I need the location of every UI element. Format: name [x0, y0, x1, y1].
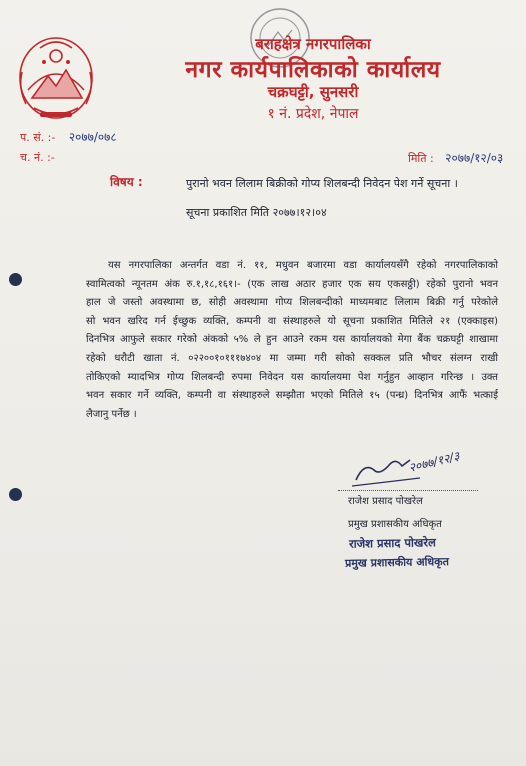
notice-body [86, 257, 498, 424]
handwritten-date: २०७७/१२/३ [407, 448, 461, 475]
body-line: रहेको धरौटी खाता नं. ०२२००१०१११७४०४ मा जम्मा गरी सोको सक्कल प्रति भौचर संलग्न राखी [86, 352, 498, 364]
body-line: सो भवन खरिद गर्न ईच्छुक व्यक्ति, कम्पनी वा संस्थाहरुले यो सूचना प्रकाशित मितिले २१ (एक्काइस) [86, 315, 498, 327]
handwritten-signature [350, 440, 490, 492]
punch-hole [9, 488, 22, 501]
patra-value: २०७७/०७८ [68, 130, 117, 144]
body-line: हाल जे जस्तो अवस्थामा छ, सोही अवस्थामा गोप्य शिलबन्दीको माध्यमबाट लिलाम बिक्री गर्नु परेकोले [86, 297, 498, 309]
chalani-label: च. नं. :- [20, 151, 55, 164]
date-label: मिति : [408, 152, 434, 165]
signature-line [338, 490, 478, 491]
punch-hole [9, 273, 22, 286]
body-line: भवन सकार गर्ने व्यक्ति, कम्पनी वा संस्थाहरुले सम्झौता भएको मितिले १५ (पन्ध्र) दिनभित्र आफैं भत्काई [86, 390, 498, 402]
stamp-name: राजेश प्रसाद पोखरेल [348, 535, 436, 551]
signatory-name: राजेश प्रसाद पोखरेल [348, 496, 423, 507]
body-line: लैजानु पर्नेछ । [86, 408, 137, 420]
office-title: नगर कार्यपालिकाको कार्यालय [185, 57, 441, 83]
province-line: १ नं. प्रदेश, नेपाल [267, 106, 359, 122]
chalani-number [20, 150, 55, 165]
municipality-name: बराहक्षेत्र नगरपालिका [255, 35, 371, 53]
signatory-post: प्रमुख प्रशासकीय अधिकृत [348, 519, 442, 530]
letter-date [408, 149, 503, 166]
subject-label: विषय : [110, 175, 143, 189]
body-line: स्वामित्वको न्यूनतम अंक रु.१,१८,१६१।- (एक लाख अठार हजार एक सय एकसठ्ठी) रहेको पुरानो भवन [86, 278, 498, 290]
stamp-post: प्रमुख प्रशासकीय अधिकृत [344, 555, 450, 570]
date-value: २०७७/१२/०३ [445, 151, 504, 165]
body-line: तोकिएको म्यादभित्र गोप्य शिलबन्दी रुपमा निवेदन यस कार्यालयमा पेश गर्नुहुन आव्हान गरिन्छ । उक्त [86, 371, 498, 383]
office-location: चक्रघट्टी, सुनसरी [267, 83, 359, 101]
patra-label: प. सं. :- [20, 131, 56, 144]
body-line: दिनभित्र आफुले सकार गरेको अंकको ५% ले हुन आउने रकम यस कार्यालयको मेगा बैंक चक्रघट्टी शाखामा [86, 334, 498, 346]
publication-date: सूचना प्रकाशित मिति २०७७।१२।०४ [186, 206, 327, 219]
body-line: यस नगरपालिका अन्तर्गत वडा नं. ११, मधुवन बजारमा वडा कार्यालयसँगै रहेको नगरपालिकाको [108, 260, 498, 271]
patra-sankhya [20, 128, 117, 145]
subject-text: पुरानो भवन लिलाम बिक्रीको गोप्य शिलबन्दी निवेदन पेश गर्ने सूचना । [186, 177, 458, 190]
